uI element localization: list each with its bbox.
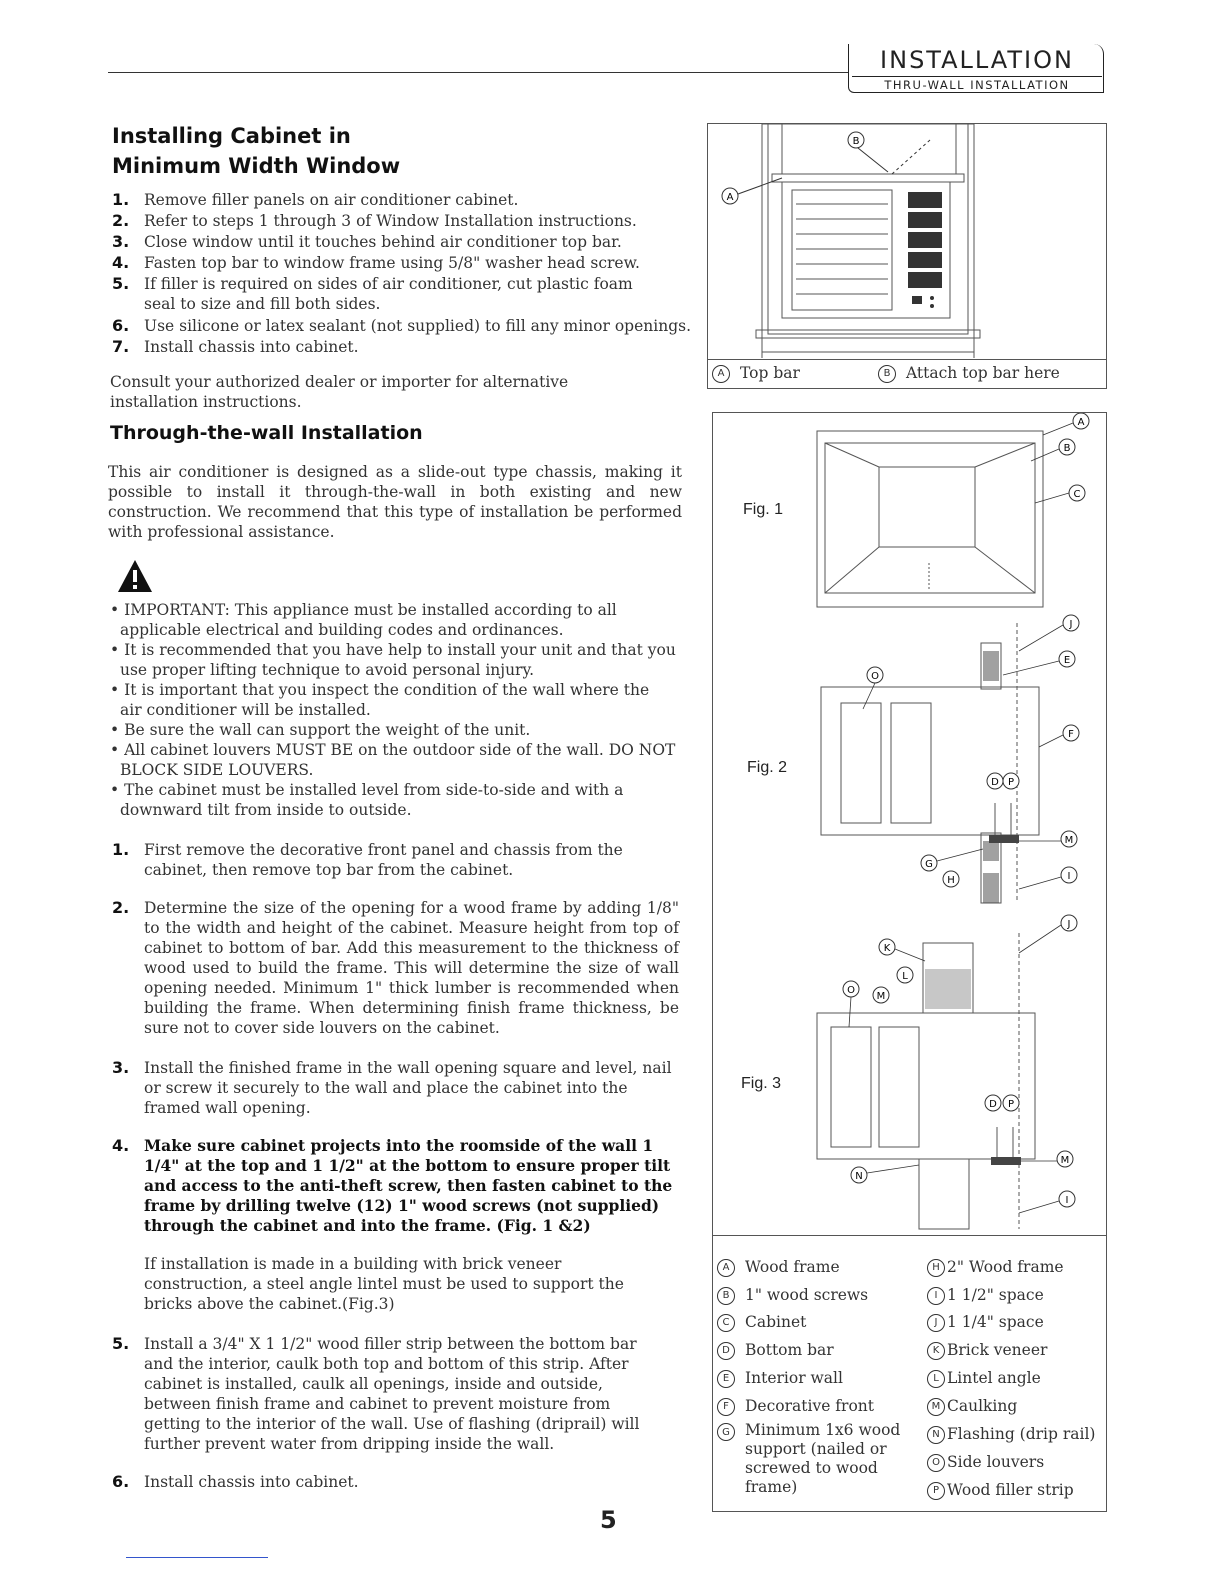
step-number: 5.: [112, 274, 130, 293]
legend-label: Caulking: [947, 1397, 1018, 1415]
svg-text:M: M: [1064, 835, 1074, 846]
step-number: 6.: [112, 1472, 130, 1491]
legend-item-a: [712, 360, 800, 388]
step-text: Make sure cabinet projects into the roomside of the wall 1 1/4" at the top and 1 1/2" at the bottom to ensure proper tilt and access to the anti-theft screw, then fasten cabinet to the frame by drilling twelve (12) 1" wood screws (not supplied) through the cabinet and into the frame. (Fig. 1 &2): [144, 1136, 673, 1235]
step-text: Close window until it touches behind air conditioner top bar.: [144, 233, 622, 251]
svg-text:A: A: [1077, 417, 1085, 428]
step-text: If filler is required on sides of air conditioner, cut plastic foam seal to size and fill both sides.: [144, 275, 633, 313]
legend-key: B: [878, 365, 896, 383]
step-text: Refer to steps 1 through 3 of Window Installation instructions.: [144, 212, 637, 230]
consult-text: Consult your authorized dealer or importer for alternative installation instructions.: [110, 373, 569, 411]
step-number: 4.: [112, 253, 130, 272]
header-title: INSTALLATION: [880, 46, 1074, 74]
step-text: Fasten top bar to window frame using 5/8" washer head screw.: [144, 254, 640, 272]
wall-install-figure: [712, 412, 1107, 1512]
step-number: 4.: [112, 1136, 130, 1155]
warning-item: • All cabinet louvers MUST BE on the outdoor side of the wall. DO NOT BLOCK SIDE LOUVERS.: [110, 741, 676, 779]
legend-item-e: [717, 1365, 843, 1393]
legend-label: Wood frame: [745, 1258, 840, 1276]
page-number: 5: [600, 1506, 617, 1534]
legend-key: G: [717, 1423, 735, 1441]
legend-label: Side louvers: [947, 1453, 1045, 1471]
svg-text:I: I: [1065, 1195, 1069, 1206]
legend-key: A: [712, 365, 730, 383]
legend-key: E: [717, 1370, 735, 1388]
section1-heading-line1: Installing Cabinet in: [112, 124, 351, 148]
legend-item-m: [927, 1393, 1017, 1421]
window-install-figure: [707, 123, 1107, 389]
step-text: First remove the decorative front panel and chassis from the cabinet, then remove top bar from the cabinet.: [144, 841, 623, 879]
section2-heading: Through-the-wall Installation: [110, 422, 423, 444]
s1-step-7: [112, 337, 692, 357]
step-text: Use silicone or latex sealant (not supplied) to fill any minor openings.: [144, 317, 691, 335]
svg-text:L: L: [902, 971, 908, 982]
legend-label: Minimum 1x6 wood support (nailed or screwed to wood frame): [745, 1421, 901, 1496]
step-text: Determine the size of the opening for a wood frame by adding 1/8" to the width and height of the cabinet. Measure height from top of cabinet to bottom of bar. Add this measurement to the thickness of wood used to build the frame. This will determine the size of wall opening needed. Minimum 1" thick lumber is recommended when building the frame. When determining finish frame thickness, be sure not to cover side louvers on the cabinet.: [144, 899, 679, 1037]
warning-list: [110, 600, 690, 820]
warning-text: It is important that you inspect the condition of the wall where the air conditioner will be installed.: [120, 681, 650, 719]
step-number: 1.: [112, 840, 130, 859]
legend-item-g: [717, 1421, 912, 1497]
legend-key: K: [927, 1342, 945, 1360]
fig1-label: Fig. 1: [743, 501, 784, 518]
svg-text:N: N: [855, 1171, 863, 1182]
step-number: 6.: [112, 316, 130, 335]
legend-item-f: [717, 1393, 874, 1421]
section1-heading-line2: Minimum Width Window: [112, 154, 401, 178]
fig2-label: Fig. 2: [747, 759, 788, 776]
legend-label: Top bar: [740, 364, 800, 382]
legend-key: N: [927, 1426, 945, 1444]
svg-text:P: P: [1007, 777, 1015, 788]
warning-item: • It is recommended that you have help to install your unit and that you use proper lifting technique to avoid personal injury.: [110, 641, 676, 679]
s1-step-2: [112, 211, 692, 231]
legend-item-b: [878, 360, 1060, 388]
legend-label: Bottom bar: [745, 1341, 834, 1359]
footer-link-line: [126, 1557, 268, 1558]
legend-key: C: [717, 1314, 735, 1332]
svg-text:C: C: [1073, 489, 1081, 500]
legend-label: 1 1/4" space: [947, 1313, 1044, 1331]
legend-label: 2" Wood frame: [947, 1258, 1064, 1276]
window-install-diagram: [708, 124, 1106, 362]
svg-text:M: M: [876, 991, 886, 1002]
s1-step-6: [112, 316, 692, 336]
legend-key: M: [927, 1398, 945, 1416]
svg-text:A: A: [726, 192, 734, 203]
legend-label: 1" wood screws: [745, 1286, 869, 1304]
wall-install-diagrams: [713, 413, 1106, 1233]
step-number: 2.: [112, 211, 130, 230]
svg-text:F: F: [1068, 729, 1074, 740]
legend-key: L: [927, 1370, 945, 1388]
legend-label: Wood filler strip: [947, 1481, 1074, 1499]
warning-text: The cabinet must be installed level from side-to-side and with a downward tilt from inside to outside.: [120, 781, 624, 819]
legend-item-p: [927, 1477, 1074, 1505]
legend-item-j: [927, 1309, 1044, 1337]
svg-text:J: J: [1067, 919, 1071, 930]
svg-text:K: K: [883, 943, 891, 954]
legend-key: F: [717, 1398, 735, 1416]
header-subtitle: THRU-WALL INSTALLATION: [852, 76, 1102, 92]
legend-key: O: [927, 1454, 945, 1472]
step-number: 5.: [112, 1334, 130, 1353]
step-text: Install a 3/4" X 1 1/2" wood filler strip between the bottom bar and the interior, caulk both top and bottom of this strip. After cabinet is installed, caulk all openings, inside and outside, between finish frame and cabinet to prevent moisture from getting to the interior of the wall. Use of flashing (driprail) will further prevent water from dripping inside the wall.: [144, 1335, 640, 1453]
legend-label: Decorative front: [745, 1397, 874, 1415]
step-text: Install chassis into cabinet.: [144, 338, 359, 356]
svg-text:B: B: [852, 136, 860, 147]
svg-text:O: O: [871, 671, 879, 682]
warning-text: IMPORTANT: This appliance must be installed according to all applicable electrical and building codes and ordinances.: [120, 601, 617, 639]
svg-text:H: H: [947, 875, 955, 886]
legend-label: Brick veneer: [947, 1341, 1048, 1359]
legend-key: P: [927, 1482, 945, 1500]
header-rule: [108, 72, 848, 73]
svg-text:I: I: [1067, 871, 1071, 882]
step-text: Install the finished frame in the wall opening square and level, nail or screw it securely to the wall and place the cabinet into the framed wall opening.: [144, 1059, 672, 1117]
legend-label: Lintel angle: [947, 1369, 1041, 1387]
legend-key: J: [927, 1314, 945, 1332]
s2-step-3: [112, 1058, 692, 1117]
legend-key: D: [717, 1342, 735, 1360]
svg-text:M: M: [1060, 1155, 1070, 1166]
warning-item: • The cabinet must be installed level from side-to-side and with a downward tilt from inside to outside.: [110, 781, 624, 819]
legend-item-d: [717, 1337, 834, 1365]
step-number: 1.: [112, 190, 130, 209]
legend-item-k: [927, 1337, 1047, 1365]
s1-step-1: [112, 190, 692, 210]
warning-item: • It is important that you inspect the condition of the wall where the air conditioner will be installed.: [110, 681, 650, 719]
svg-text:G: G: [925, 859, 933, 870]
s2-step-2: [112, 898, 692, 1037]
warning-item: • IMPORTANT: This appliance must be installed according to all applicable electrical and building codes and ordinances.: [110, 601, 617, 639]
step-number: 3.: [112, 1058, 130, 1077]
s2-step-1: [112, 840, 692, 879]
legend-item-c: [717, 1309, 806, 1337]
legend-label: Attach top bar here: [906, 364, 1060, 382]
legend-key: A: [717, 1259, 735, 1277]
legend-label: Cabinet: [745, 1313, 807, 1331]
warning-icon: [116, 558, 154, 598]
legend-item-b: [717, 1282, 868, 1310]
s2-step-6: [112, 1472, 692, 1492]
step-number: 2.: [112, 898, 130, 917]
legend-key: I: [927, 1287, 945, 1305]
legend-item-l: [927, 1365, 1041, 1393]
step-text: Install chassis into cabinet.: [144, 1473, 359, 1491]
svg-text:O: O: [847, 985, 855, 996]
legend-key: B: [717, 1287, 735, 1305]
step-number: 7.: [112, 337, 130, 356]
step-text: Remove filler panels on air conditioner cabinet.: [144, 191, 519, 209]
warning-text: Be sure the wall can support the weight of the unit.: [124, 721, 531, 739]
step-number: 3.: [112, 232, 130, 251]
s1-step-4: [112, 253, 692, 273]
s1-step-5: [112, 274, 692, 313]
svg-text:D: D: [989, 1099, 997, 1110]
s1-step-3: [112, 232, 692, 252]
s2-step-4: [112, 1136, 692, 1235]
step-text: If installation is made in a building with brick veneer construction, a steel angle lintel must be used to support the bricks above the cabinet.(Fig.3): [144, 1255, 624, 1313]
legend-item-a: [717, 1254, 840, 1282]
legend-label: Flashing (drip rail): [947, 1425, 1096, 1443]
warning-item: • Be sure the wall can support the weight of the unit.: [110, 721, 531, 739]
warning-text: All cabinet louvers MUST BE on the outdoor side of the wall. DO NOT BLOCK SIDE LOUVERS.: [120, 741, 676, 779]
s2-step-5: [112, 1334, 692, 1453]
svg-text:B: B: [1063, 443, 1071, 454]
svg-text:E: E: [1063, 655, 1071, 666]
legend-key: H: [927, 1259, 945, 1277]
legend-item-n: [927, 1421, 1095, 1449]
svg-text:J: J: [1069, 619, 1073, 630]
top-figure-legend: [708, 359, 1106, 388]
legend-label: Interior wall: [745, 1369, 843, 1387]
legend-item-h: [927, 1254, 1064, 1282]
legend-label: 1 1/2" space: [947, 1286, 1044, 1304]
wall-figure-legend: [713, 1235, 1106, 1510]
svg-text:D: D: [991, 777, 999, 788]
legend-item-i: [927, 1282, 1044, 1310]
legend-item-o: [927, 1449, 1044, 1477]
svg-text:P: P: [1007, 1099, 1015, 1110]
warning-text: It is recommended that you have help to install your unit and that you use proper lifting technique to avoid personal injury.: [120, 641, 676, 679]
section2-intro: This air conditioner is designed as a slide-out type chassis, making it possible to install it through-the-wall in both existing and new construction. We recommend that this type of installation be performed with professional assistance.: [108, 463, 682, 541]
fig3-label: Fig. 3: [741, 1075, 782, 1092]
